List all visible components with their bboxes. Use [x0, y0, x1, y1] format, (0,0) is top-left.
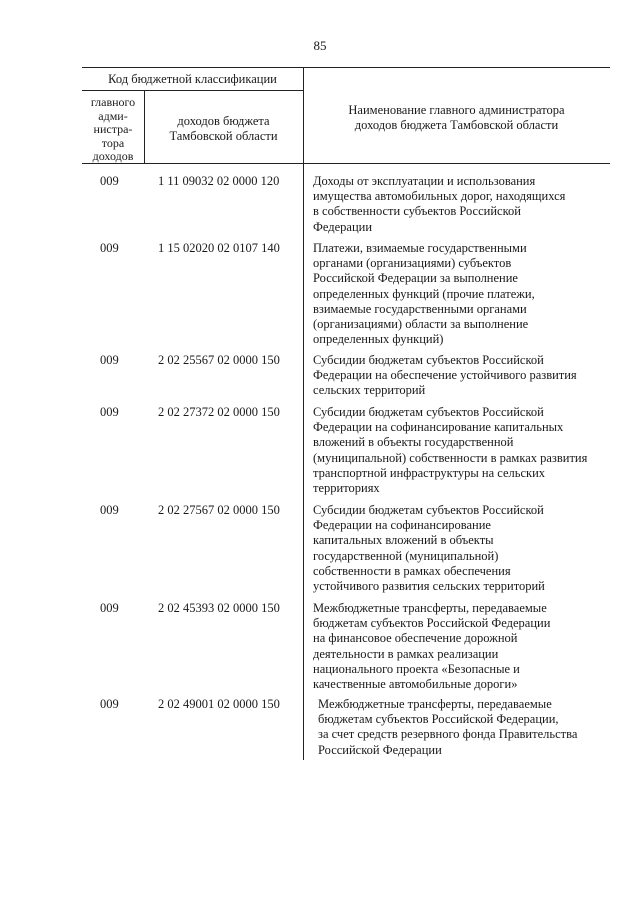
header-name-line: доходов бюджета Тамбовской области	[354, 118, 559, 132]
revenue-name	[313, 241, 595, 347]
revenue-name-line: Субсидии бюджетам субъектов Российской	[313, 503, 544, 517]
classification-code: 2 02 27372 02 0000 150	[158, 405, 280, 419]
revenue-name-line: Российской Федерации за выполнение	[313, 271, 518, 286]
classification-code: 2 02 27567 02 0000 150	[158, 503, 280, 517]
revenue-name-line: деятельности в рамках реализации	[313, 646, 499, 661]
admin-code: 009	[100, 503, 119, 517]
revenue-name-line: на финансовое обеспечение дорожной	[313, 631, 518, 646]
header-name-line: Наименование главного администратора	[348, 103, 565, 117]
revenue-name-line: в собственности субъектов Российской	[313, 204, 521, 219]
header-admin-column	[82, 96, 144, 164]
header-name-column	[303, 103, 610, 133]
revenue-name-line: устойчивого развития сельских территорий	[313, 579, 545, 594]
revenue-name-line: органами (организациями) субъектов	[313, 256, 512, 271]
revenue-name-line: государственной (муниципальной)	[313, 548, 499, 563]
revenue-name-line: (муниципальной) собственности в рамках развития	[313, 450, 588, 465]
classification-code: 1 15 02020 02 0107 140	[158, 241, 280, 255]
header-admin-line: тора	[101, 135, 125, 150]
revenue-name-line: собственности в рамках обеспечения	[313, 563, 511, 578]
admin-code: 009	[100, 601, 119, 615]
revenue-name-line: Субсидии бюджетам субъектов Российской	[313, 353, 544, 367]
revenue-name-line: территориях	[313, 481, 380, 496]
revenue-name-line: Субсидии бюджетам субъектов Российской	[313, 405, 544, 419]
revenue-name-line: определенных функций (прочие платежи,	[313, 286, 535, 301]
admin-code: 009	[100, 405, 119, 419]
header-revenue-line: доходов бюджета	[177, 114, 270, 128]
header-admin-line: нистра-	[93, 122, 133, 136]
revenue-name-line: взимаемые государственными органами	[313, 301, 527, 316]
revenue-name-line: Межбюджетные трансферты, передаваемые	[318, 697, 552, 711]
header-admin-line: главного	[90, 95, 136, 109]
revenue-name-line: за счет средств резервного фонда Правительства	[318, 727, 578, 742]
revenue-name-line: качественные автомобильные дороги»	[313, 677, 518, 692]
admin-code: 009	[100, 174, 119, 188]
revenue-name	[318, 697, 600, 758]
revenue-name-line: вложений в объекты государственной	[313, 435, 514, 450]
admin-code: 009	[100, 241, 119, 255]
revenue-name-line: Доходы от эксплуатации и использования	[313, 174, 536, 188]
revenue-name	[313, 601, 595, 692]
revenue-name	[313, 353, 595, 399]
header-bottom-line	[82, 163, 610, 164]
revenue-name	[313, 503, 595, 594]
revenue-name-line: Федерации на софинансирование капитальных	[313, 420, 564, 435]
classification-code: 1 11 09032 02 0000 120	[158, 174, 280, 188]
classification-code: 2 02 49001 02 0000 150	[158, 697, 280, 711]
revenue-name	[313, 405, 595, 496]
header-revenue-column	[144, 114, 303, 144]
header-subdivider-line	[82, 90, 303, 91]
revenue-name-line: определенных функций)	[313, 332, 444, 347]
revenue-name-line: бюджетам субъектов Российской Федерации,	[318, 712, 559, 727]
revenue-name-line: Федерации на обеспечение устойчивого развития	[313, 368, 577, 383]
admin-code: 009	[100, 353, 119, 367]
header-classification: Код бюджетной классификации	[108, 72, 277, 86]
revenue-name	[313, 174, 595, 235]
header-revenue-line: Тамбовской области	[169, 129, 278, 143]
revenue-name-line: имущества автомобильных дорог, находящихся	[313, 189, 566, 204]
classification-code: 2 02 45393 02 0000 150	[158, 601, 280, 615]
header-top-line	[82, 67, 610, 68]
revenue-name-line: бюджетам субъектов Российской Федерации	[313, 616, 551, 631]
revenue-name-line: национального проекта «Безопасные и	[313, 661, 520, 676]
page-number: 85	[313, 38, 327, 53]
revenue-name-line: транспортной инфраструктуры на сельских	[313, 465, 546, 480]
revenue-name-line: (организациями) области за выполнение	[313, 317, 529, 332]
revenue-name-line: сельских территорий	[313, 383, 426, 398]
header-admin-line: адми-	[98, 108, 128, 123]
header-admin-line: доходов	[92, 149, 134, 163]
revenue-name-line: Федерации на софинансирование	[313, 518, 491, 533]
revenue-name-line: Российской Федерации	[318, 742, 442, 757]
revenue-name-line: капитальных вложений в объекты	[313, 533, 494, 548]
column-divider-main	[303, 67, 304, 760]
classification-code: 2 02 25567 02 0000 150	[158, 353, 280, 367]
revenue-name-line: Платежи, взимаемые государственными	[313, 241, 527, 255]
revenue-name-line: Федерации	[313, 219, 373, 234]
admin-code: 009	[100, 697, 119, 711]
revenue-name-line: Межбюджетные трансферты, передаваемые	[313, 601, 547, 615]
